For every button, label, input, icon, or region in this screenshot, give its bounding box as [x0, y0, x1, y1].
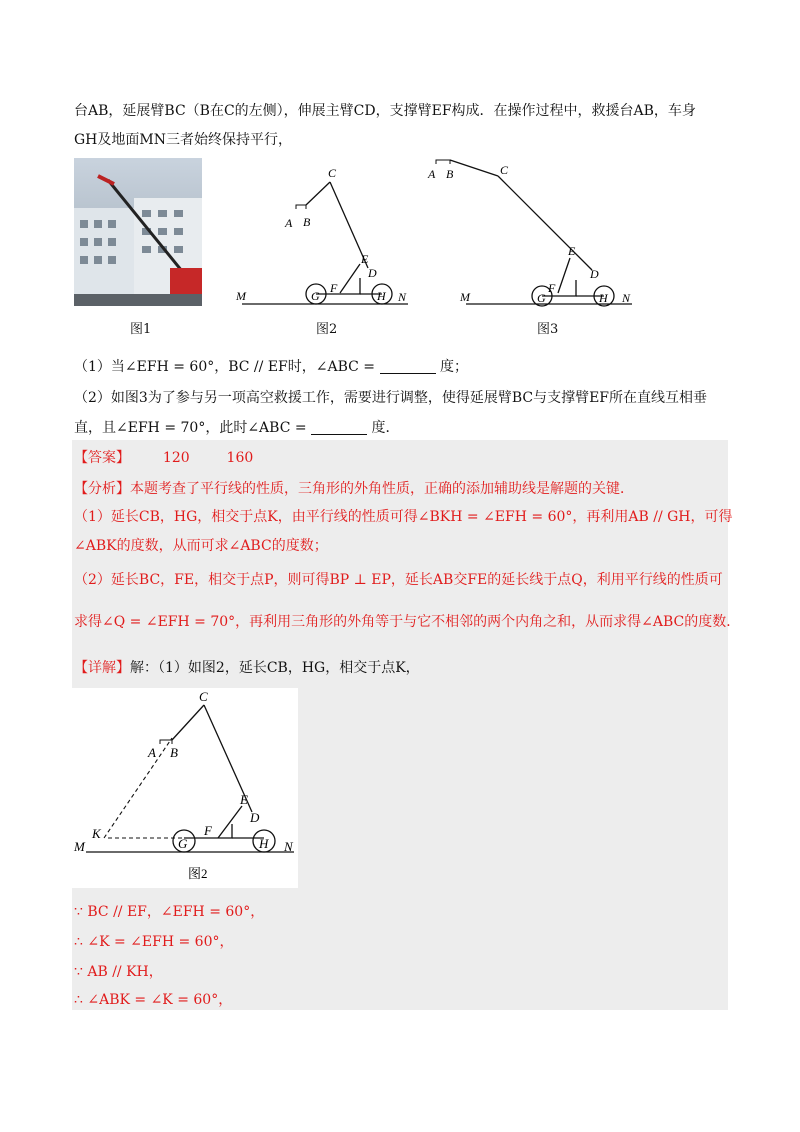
analysis-line — [74, 479, 634, 499]
fig3-label-f: F — [548, 281, 556, 295]
fig2-label-n: N — [398, 290, 407, 304]
fig3-label-b: B — [446, 167, 454, 181]
question-2-unit: 度． — [371, 420, 400, 436]
answer-value-1: 120 — [162, 450, 190, 466]
question-2-blank — [311, 420, 367, 435]
fig3-label-m: M — [460, 290, 470, 304]
fig3-label-c: C — [500, 163, 509, 177]
detail-step-1-text: ∵ BC // EF，∠EFH = 60°， — [74, 904, 265, 920]
fig2-label-b: B — [303, 215, 311, 229]
question-2-text: 直，且∠EFH = 70°，此时∠ABC = — [74, 420, 307, 436]
detail-label-c: C — [199, 689, 208, 704]
figure-3-diagram — [420, 156, 640, 310]
fig3-label-g: G — [537, 291, 546, 305]
analysis-p1-line-1: （1）延长CB，HG，相交于点K，由平行线的性质可得∠BKH = ∠EFH = 60°，再利用AB // GH，可得 — [74, 509, 733, 525]
detail-label-m: M — [74, 839, 85, 854]
detail-step-3 — [74, 962, 163, 982]
question-1-unit: 度； — [439, 359, 468, 375]
detail-step-1 — [74, 902, 264, 922]
detail-figure-2-diagram — [72, 688, 298, 888]
question-1 — [74, 357, 468, 377]
fig3-label-a: A — [428, 167, 436, 181]
fig2-label-g: G — [311, 289, 320, 303]
analysis-p1-line-2: ∠ABK的度数，从而可求∠ABC的度数； — [74, 538, 328, 554]
fig2-label-a: A — [285, 216, 293, 230]
question-1-text: （1）当∠EFH = 60°，BC // EF时，∠ABC = — [74, 359, 376, 375]
detail-label-d: D — [250, 810, 260, 825]
answer-value-2: 160 — [226, 450, 254, 466]
detail-label-g: G — [178, 836, 188, 851]
fig3-label-n: N — [622, 291, 631, 305]
fire-truck-photo-drawing — [74, 158, 202, 306]
fig3-label-h: H — [599, 291, 608, 305]
fig3-label-e: E — [568, 244, 576, 258]
fig2-label-f: F — [330, 281, 338, 295]
fig2-label-c: C — [328, 166, 337, 180]
intro-line-2: GH及地面MN三者始终保持平行， — [74, 132, 292, 148]
intro-line-1: 台AB，延展臂BC（B在C的左侧），伸展主臂CD，支撑臂EF构成．在操作过程中，救援台AB，车身 — [74, 103, 696, 119]
detail-step-4 — [74, 990, 232, 1010]
solution-shade-top — [72, 440, 728, 688]
detail-figure-caption: 图2 — [188, 866, 208, 881]
fig2-label-d: D — [368, 266, 377, 280]
detail-step-2-text: ∴ ∠K = ∠EFH = 60°， — [74, 934, 234, 950]
analysis-text: 本题考查了平行线的性质，三角形的外角性质，正确的添加辅助线是解题的关键． — [130, 481, 634, 497]
fig2-label-e: E — [361, 252, 369, 266]
figure-2-diagram — [232, 160, 418, 310]
solution-shade-side — [298, 688, 728, 888]
detail-label-b: B — [170, 745, 178, 760]
fig2-caption: 图2 — [316, 322, 338, 337]
fig1-caption: 图1 — [130, 322, 152, 337]
detail-intro: 解：（1）如图2，延长CB，HG，相交于点K， — [130, 660, 420, 676]
analysis-p2-line-1: （2）延长BC，FE，相交于点P，则可得BP ⊥ EP，延长AB交FE的延长线于点Q，利用平行线的性质可 — [74, 572, 723, 588]
detail-step-2 — [74, 932, 234, 952]
detail-step-4-text: ∴ ∠ABK = ∠K = 60°， — [74, 992, 233, 1008]
detail-label-n: N — [284, 839, 293, 854]
question-2-line-1: （2）如图3为了参与另一项高空救援工作，需要进行调整，使得延展臂BC与支撑臂EF所在直线互相垂 — [74, 390, 708, 406]
detail-label-f: F — [204, 823, 212, 838]
fig2-label-h: H — [377, 289, 386, 303]
detail-label-h: H — [259, 836, 269, 851]
analysis-p2-line-2: 求得∠Q = ∠EFH = 70°，再利用三角形的外角等于与它不相邻的两个内角之和，从而求得∠ABC的度数． — [74, 614, 741, 630]
fire-truck-photo — [74, 158, 202, 306]
question-1-blank — [380, 359, 436, 374]
answer-line — [74, 448, 253, 468]
detail-line — [74, 658, 420, 678]
answer-label: 【答案】 — [74, 450, 130, 466]
detail-label: 【详解】 — [74, 660, 130, 676]
detail-label-e: E — [240, 792, 248, 807]
fig2-label-m: M — [236, 289, 246, 303]
fig3-label-d: D — [590, 267, 599, 281]
fig3-caption: 图3 — [537, 322, 559, 337]
detail-figure-panel — [72, 688, 298, 888]
detail-step-3-text: ∵ AB // KH， — [74, 964, 163, 980]
analysis-label: 【分析】 — [74, 481, 130, 497]
question-2-line-2 — [74, 418, 400, 438]
detail-label-k: K — [92, 826, 101, 841]
detail-label-a: A — [148, 745, 156, 760]
